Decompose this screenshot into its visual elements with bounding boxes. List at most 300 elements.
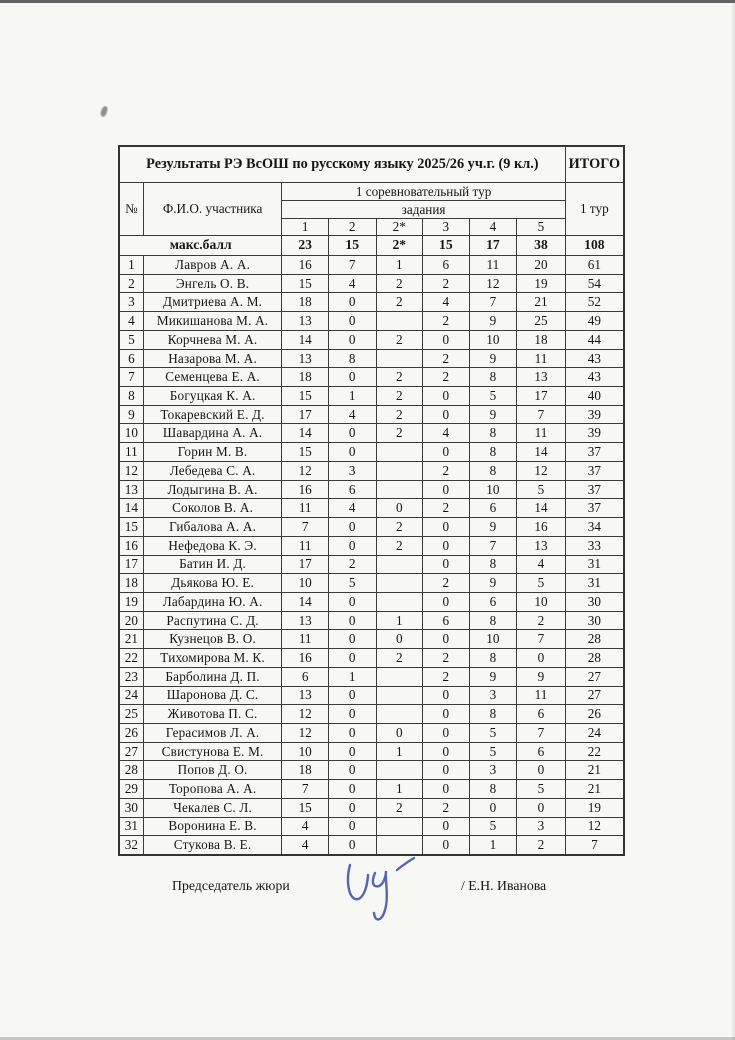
score-task-2: 0: [328, 723, 376, 742]
table-row: [119, 274, 624, 293]
score-task-4: 9: [469, 667, 517, 686]
score-task-3: 0: [423, 592, 470, 611]
participant-name: Богуцкая К. А.: [143, 387, 282, 406]
participant-name: Энгель О. В.: [143, 274, 282, 293]
score-task-5: 0: [517, 649, 566, 668]
col-header-task-2s: 2*: [376, 219, 423, 236]
score-task-2: 0: [328, 330, 376, 349]
score-task-5: 5: [517, 480, 566, 499]
results-table: [118, 145, 625, 856]
score-task-3: 2: [423, 574, 470, 593]
score-task-2s: 2: [376, 405, 423, 424]
score-task-1: 7: [282, 780, 329, 799]
max-score-task-3: 15: [423, 236, 470, 256]
table-row: [119, 349, 624, 368]
score-task-3: 0: [423, 817, 470, 836]
score-task-1: 18: [282, 293, 329, 312]
score-task-4: 8: [469, 611, 517, 630]
score-task-5: 11: [517, 424, 566, 443]
score-task-5: 3: [517, 817, 566, 836]
score-task-1: 15: [282, 274, 329, 293]
row-number: 7: [119, 368, 143, 387]
participant-name: Чекалев С. Л.: [143, 798, 282, 817]
row-number: 1: [119, 256, 143, 275]
score-task-2s: [376, 686, 423, 705]
score-task-4: 9: [469, 518, 517, 537]
score-task-4: 1: [469, 836, 517, 855]
score-task-2s: 0: [376, 630, 423, 649]
score-task-4: 5: [469, 723, 517, 742]
col-header-task-2: 2: [328, 219, 376, 236]
row-number: 8: [119, 387, 143, 406]
itogo-header: ИТОГО: [565, 146, 624, 183]
row-total: 44: [565, 330, 624, 349]
score-task-4: 7: [469, 293, 517, 312]
score-task-2s: [376, 312, 423, 331]
score-task-4: 5: [469, 742, 517, 761]
table-row: [119, 592, 624, 611]
table-row: [119, 667, 624, 686]
participant-name: Шавардина А. А.: [143, 424, 282, 443]
col-header-tour1: 1 тур: [565, 183, 624, 236]
score-task-5: 14: [517, 443, 566, 462]
max-score-total: 108: [565, 236, 624, 256]
score-task-5: 10: [517, 592, 566, 611]
score-task-2: 3: [328, 461, 376, 480]
score-task-5: 7: [517, 723, 566, 742]
score-task-2s: 2: [376, 536, 423, 555]
score-task-1: 13: [282, 349, 329, 368]
col-header-task-5: 5: [517, 219, 566, 236]
score-task-2: 0: [328, 424, 376, 443]
participant-name: Лодыгина В. А.: [143, 480, 282, 499]
table-row: [119, 649, 624, 668]
score-task-4: 3: [469, 686, 517, 705]
score-task-1: 4: [282, 817, 329, 836]
row-number: 10: [119, 424, 143, 443]
score-task-2s: 0: [376, 723, 423, 742]
score-task-2s: 2: [376, 368, 423, 387]
score-task-5: 12: [517, 461, 566, 480]
row-number: 32: [119, 836, 143, 855]
score-task-2s: [376, 574, 423, 593]
score-task-1: 4: [282, 836, 329, 855]
score-task-3: 2: [423, 349, 470, 368]
score-task-1: 11: [282, 630, 329, 649]
col-header-fio: Ф.И.О. участника: [143, 183, 282, 236]
score-task-2s: [376, 480, 423, 499]
score-task-4: 9: [469, 312, 517, 331]
score-task-5: 9: [517, 667, 566, 686]
participant-name: Корчнева М. А.: [143, 330, 282, 349]
participant-name: Дьякова Ю. Е.: [143, 574, 282, 593]
score-task-5: 7: [517, 630, 566, 649]
score-task-2: 0: [328, 293, 376, 312]
score-task-2: 0: [328, 611, 376, 630]
table-row: [119, 630, 624, 649]
score-task-2s: 2: [376, 518, 423, 537]
score-task-3: 4: [423, 424, 470, 443]
score-task-5: 4: [517, 555, 566, 574]
col-header-task-1: 1: [282, 219, 329, 236]
participant-name: Назарова М. А.: [143, 349, 282, 368]
score-task-5: 11: [517, 686, 566, 705]
score-task-5: 18: [517, 330, 566, 349]
row-number: 6: [119, 349, 143, 368]
table-row: [119, 798, 624, 817]
score-task-4: 8: [469, 368, 517, 387]
row-number: 20: [119, 611, 143, 630]
score-task-3: 6: [423, 611, 470, 630]
score-task-5: 6: [517, 705, 566, 724]
score-task-2: 0: [328, 536, 376, 555]
participant-name: Свистунова Е. М.: [143, 742, 282, 761]
score-task-1: 7: [282, 518, 329, 537]
page-title: Результаты РЭ ВсОШ по русскому языку 2025/26 уч.г. (9 кл.): [119, 146, 565, 183]
score-task-2s: [376, 705, 423, 724]
participant-name: Воронина Е. В.: [143, 817, 282, 836]
score-task-3: 0: [423, 555, 470, 574]
score-task-3: 0: [423, 518, 470, 537]
score-task-3: 0: [423, 705, 470, 724]
score-task-2: 8: [328, 349, 376, 368]
max-score-label: макс.балл: [119, 236, 282, 256]
score-task-1: 12: [282, 461, 329, 480]
score-task-4: 6: [469, 499, 517, 518]
score-task-2: 7: [328, 256, 376, 275]
score-task-3: 0: [423, 723, 470, 742]
row-number: 9: [119, 405, 143, 424]
max-score-task-2s: 2*: [376, 236, 423, 256]
max-score-row: [119, 236, 624, 256]
row-total: 43: [565, 349, 624, 368]
score-task-2: 0: [328, 836, 376, 855]
score-task-2s: 1: [376, 611, 423, 630]
score-task-2: 0: [328, 780, 376, 799]
row-number: 2: [119, 274, 143, 293]
row-number: 11: [119, 443, 143, 462]
score-task-2: 0: [328, 518, 376, 537]
row-number: 19: [119, 592, 143, 611]
col-header-tasks: задания: [282, 201, 565, 219]
participant-name: Торопова А. А.: [143, 780, 282, 799]
table-row: [119, 293, 624, 312]
table-row: [119, 705, 624, 724]
score-task-1: 10: [282, 574, 329, 593]
row-total: 21: [565, 761, 624, 780]
row-total: 30: [565, 592, 624, 611]
score-task-2: 0: [328, 798, 376, 817]
score-task-3: 0: [423, 780, 470, 799]
row-total: 19: [565, 798, 624, 817]
score-task-2: 6: [328, 480, 376, 499]
participant-name: Семенцева Е. А.: [143, 368, 282, 387]
score-task-1: 11: [282, 499, 329, 518]
score-task-5: 7: [517, 405, 566, 424]
score-task-5: 11: [517, 349, 566, 368]
row-number: 14: [119, 499, 143, 518]
score-task-1: 10: [282, 742, 329, 761]
row-total: 39: [565, 405, 624, 424]
row-total: 39: [565, 424, 624, 443]
score-task-2: 0: [328, 761, 376, 780]
score-task-2: 0: [328, 592, 376, 611]
score-task-2s: [376, 761, 423, 780]
score-task-1: 18: [282, 368, 329, 387]
score-task-2s: [376, 555, 423, 574]
score-task-1: 18: [282, 761, 329, 780]
row-total: 37: [565, 480, 624, 499]
score-task-4: 10: [469, 630, 517, 649]
row-total: 37: [565, 499, 624, 518]
row-total: 31: [565, 555, 624, 574]
participant-name: Лебедева С. А.: [143, 461, 282, 480]
score-task-4: 7: [469, 536, 517, 555]
row-total: 37: [565, 461, 624, 480]
score-task-2: 0: [328, 705, 376, 724]
score-task-2: 1: [328, 667, 376, 686]
table-row: [119, 723, 624, 742]
score-task-1: 11: [282, 536, 329, 555]
score-task-3: 6: [423, 256, 470, 275]
row-number: 17: [119, 555, 143, 574]
row-number: 27: [119, 742, 143, 761]
score-task-3: 0: [423, 330, 470, 349]
chairman-label: Председатель жюри: [172, 878, 290, 893]
score-task-4: 8: [469, 555, 517, 574]
table-row: [119, 480, 624, 499]
score-task-2s: 1: [376, 256, 423, 275]
score-task-4: 8: [469, 649, 517, 668]
row-number: 24: [119, 686, 143, 705]
participant-name: Животова П. С.: [143, 705, 282, 724]
col-header-task-3: 3: [423, 219, 470, 236]
score-task-1: 15: [282, 387, 329, 406]
table-row: [119, 461, 624, 480]
table-row: [119, 817, 624, 836]
scan-edge-top: [0, 0, 735, 3]
ink-speck: [100, 105, 108, 117]
score-task-4: 0: [469, 798, 517, 817]
row-total: 49: [565, 312, 624, 331]
score-task-2s: 1: [376, 780, 423, 799]
score-task-2s: 2: [376, 649, 423, 668]
participant-name: Шаронова Д. С.: [143, 686, 282, 705]
participant-name: Батин И. Д.: [143, 555, 282, 574]
score-task-2s: 0: [376, 499, 423, 518]
row-number: 12: [119, 461, 143, 480]
score-task-2: 0: [328, 742, 376, 761]
score-task-5: 2: [517, 836, 566, 855]
score-task-5: 5: [517, 780, 566, 799]
chairman-name: / Е.Н. Иванова: [461, 878, 547, 893]
score-task-3: 0: [423, 630, 470, 649]
row-total: 28: [565, 630, 624, 649]
table-row: [119, 424, 624, 443]
score-task-2: 5: [328, 574, 376, 593]
max-score-task-2: 15: [328, 236, 376, 256]
score-task-2s: 2: [376, 293, 423, 312]
table-row: [119, 686, 624, 705]
row-total: 54: [565, 274, 624, 293]
row-total: 22: [565, 742, 624, 761]
score-task-1: 14: [282, 592, 329, 611]
score-task-3: 2: [423, 667, 470, 686]
row-total: 37: [565, 443, 624, 462]
participant-name: Токаревский Е. Д.: [143, 405, 282, 424]
score-task-3: 0: [423, 480, 470, 499]
table-title-row: [119, 146, 624, 183]
score-task-5: 19: [517, 274, 566, 293]
score-task-1: 13: [282, 611, 329, 630]
participant-name: Соколов В. А.: [143, 499, 282, 518]
row-total: 21: [565, 780, 624, 799]
row-total: 31: [565, 574, 624, 593]
score-task-3: 0: [423, 443, 470, 462]
row-total: 40: [565, 387, 624, 406]
score-task-2: 0: [328, 649, 376, 668]
row-number: 26: [119, 723, 143, 742]
table-row: [119, 499, 624, 518]
max-score-task-4: 17: [469, 236, 517, 256]
score-task-1: 6: [282, 667, 329, 686]
score-task-3: 4: [423, 293, 470, 312]
score-task-5: 5: [517, 574, 566, 593]
score-task-4: 5: [469, 817, 517, 836]
score-task-1: 14: [282, 424, 329, 443]
max-score-task-5: 38: [517, 236, 566, 256]
header-tour-row: [119, 183, 624, 201]
row-number: 18: [119, 574, 143, 593]
score-task-1: 16: [282, 480, 329, 499]
table-row: [119, 536, 624, 555]
participant-name: Стукова В. Е.: [143, 836, 282, 855]
score-task-4: 8: [469, 780, 517, 799]
score-task-1: 15: [282, 443, 329, 462]
participant-name: Тихомирова М. К.: [143, 649, 282, 668]
row-total: 30: [565, 611, 624, 630]
score-task-4: 10: [469, 480, 517, 499]
score-task-5: 0: [517, 761, 566, 780]
score-task-3: 0: [423, 387, 470, 406]
table-row: [119, 256, 624, 275]
score-task-2s: [376, 592, 423, 611]
score-task-5: 21: [517, 293, 566, 312]
score-task-2s: [376, 461, 423, 480]
score-task-1: 17: [282, 405, 329, 424]
score-task-4: 12: [469, 274, 517, 293]
row-total: 52: [565, 293, 624, 312]
participant-name: Герасимов Л. А.: [143, 723, 282, 742]
score-task-2: 4: [328, 274, 376, 293]
score-task-5: 14: [517, 499, 566, 518]
score-task-3: 2: [423, 274, 470, 293]
score-task-1: 16: [282, 256, 329, 275]
table-row: [119, 443, 624, 462]
row-number: 21: [119, 630, 143, 649]
col-header-number: №: [119, 183, 143, 236]
row-total: 26: [565, 705, 624, 724]
score-task-2: 0: [328, 630, 376, 649]
row-total: 33: [565, 536, 624, 555]
row-number: 3: [119, 293, 143, 312]
score-task-1: 16: [282, 649, 329, 668]
score-task-3: 2: [423, 312, 470, 331]
score-task-2: 0: [328, 368, 376, 387]
row-total: 12: [565, 817, 624, 836]
table-row: [119, 518, 624, 537]
score-task-3: 2: [423, 798, 470, 817]
participant-name: Кузнецов В. О.: [143, 630, 282, 649]
participant-name: Барболина Д. П.: [143, 667, 282, 686]
score-task-3: 2: [423, 649, 470, 668]
score-task-2: 1: [328, 387, 376, 406]
score-task-2s: [376, 443, 423, 462]
score-task-5: 16: [517, 518, 566, 537]
score-task-4: 9: [469, 405, 517, 424]
score-task-2s: [376, 349, 423, 368]
participant-name: Нефедова К. Э.: [143, 536, 282, 555]
score-task-2s: [376, 817, 423, 836]
row-number: 25: [119, 705, 143, 724]
score-task-1: 12: [282, 723, 329, 742]
score-task-4: 9: [469, 349, 517, 368]
table-row: [119, 761, 624, 780]
table-row: [119, 312, 624, 331]
participant-name: Лабардина Ю. А.: [143, 592, 282, 611]
score-task-3: 0: [423, 836, 470, 855]
score-task-5: 0: [517, 798, 566, 817]
score-task-1: 12: [282, 705, 329, 724]
score-task-3: 0: [423, 405, 470, 424]
score-task-1: 14: [282, 330, 329, 349]
row-number: 28: [119, 761, 143, 780]
score-task-4: 8: [469, 461, 517, 480]
score-task-5: 6: [517, 742, 566, 761]
table-row: [119, 555, 624, 574]
footer: [0, 876, 735, 900]
row-number: 30: [119, 798, 143, 817]
row-total: 24: [565, 723, 624, 742]
score-task-2: 0: [328, 312, 376, 331]
row-number: 4: [119, 312, 143, 331]
score-task-2s: 2: [376, 330, 423, 349]
score-task-2: 0: [328, 817, 376, 836]
score-task-3: 2: [423, 499, 470, 518]
participant-name: Гибалова А. А.: [143, 518, 282, 537]
score-task-2: 0: [328, 443, 376, 462]
score-task-3: 2: [423, 368, 470, 387]
max-score-task-1: 23: [282, 236, 329, 256]
table-row: [119, 387, 624, 406]
row-total: 27: [565, 686, 624, 705]
row-number: 15: [119, 518, 143, 537]
row-number: 29: [119, 780, 143, 799]
row-number: 31: [119, 817, 143, 836]
row-number: 22: [119, 649, 143, 668]
score-task-5: 20: [517, 256, 566, 275]
score-task-4: 8: [469, 443, 517, 462]
table-row: [119, 574, 624, 593]
score-task-5: 13: [517, 368, 566, 387]
score-task-4: 6: [469, 592, 517, 611]
score-task-3: 0: [423, 536, 470, 555]
score-task-4: 10: [469, 330, 517, 349]
row-number: 16: [119, 536, 143, 555]
score-task-2: 4: [328, 499, 376, 518]
score-task-1: 17: [282, 555, 329, 574]
score-task-5: 2: [517, 611, 566, 630]
